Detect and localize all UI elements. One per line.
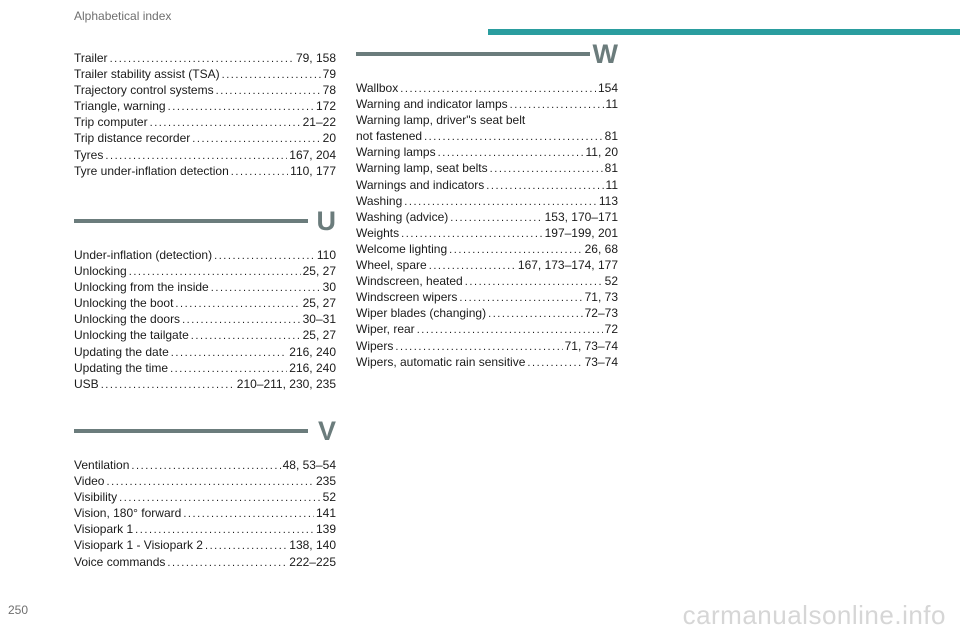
index-entry bbox=[74, 114, 336, 130]
entry-term: Wiper blades (changing) bbox=[356, 306, 487, 321]
entry-pages: 11, 20 bbox=[585, 145, 618, 160]
entry-pages: 141 bbox=[315, 506, 336, 521]
entry-pages: 11 bbox=[605, 97, 618, 112]
section-heading-v bbox=[74, 416, 336, 457]
entry-pages: 81 bbox=[604, 129, 618, 144]
entry-pages: 172 bbox=[315, 99, 336, 114]
entry-pages: 139 bbox=[315, 522, 336, 537]
index-entry bbox=[356, 160, 618, 176]
index-column-left bbox=[74, 50, 336, 179]
entry-term: Trip computer bbox=[74, 115, 148, 130]
index-section-w bbox=[356, 39, 618, 370]
index-entry bbox=[74, 376, 336, 392]
entry-pages: 216, 240 bbox=[289, 360, 336, 375]
index-entry bbox=[356, 209, 618, 225]
index-block-t bbox=[74, 50, 336, 179]
section-letter: U bbox=[316, 206, 336, 236]
entry-term: Weights bbox=[356, 225, 400, 240]
index-entry bbox=[356, 305, 618, 321]
entry-term: Unlocking bbox=[74, 264, 127, 279]
index-entry bbox=[356, 193, 618, 209]
entry-term: Triangle, warning bbox=[74, 99, 166, 114]
index-entry bbox=[74, 82, 336, 98]
entry-term: Warning and indicator lamps bbox=[356, 97, 508, 112]
index-entry bbox=[74, 344, 336, 360]
index-entry bbox=[356, 225, 618, 241]
entry-term: Voice commands bbox=[74, 554, 166, 569]
entry-term: Trip distance recorder bbox=[74, 131, 191, 146]
entry-pages: 20 bbox=[322, 131, 336, 146]
index-entry bbox=[74, 473, 336, 489]
index-entry bbox=[356, 80, 618, 96]
entry-pages: 110 bbox=[316, 248, 336, 262]
index-entry bbox=[356, 257, 618, 273]
index-entry bbox=[74, 98, 336, 114]
entry-term: Trailer stability assist (TSA) bbox=[74, 67, 220, 82]
index-entry bbox=[74, 457, 336, 473]
entry-pages: 81 bbox=[604, 161, 618, 176]
index-entry bbox=[74, 279, 336, 295]
entry-term: Warnings and indicators bbox=[356, 177, 485, 192]
index-entry bbox=[74, 263, 336, 279]
entry-term: Tyres bbox=[74, 147, 104, 162]
entry-pages: 222–225 bbox=[289, 554, 336, 569]
index-entry bbox=[74, 130, 336, 146]
entry-term: Visiopark 1 - Visiopark 2 bbox=[74, 538, 203, 553]
entry-pages: 26, 68 bbox=[584, 241, 618, 256]
entry-pages: 210–211, 230, 235 bbox=[236, 376, 336, 391]
index-entry bbox=[74, 327, 336, 343]
entry-term: Welcome lighting bbox=[356, 241, 448, 256]
entry-pages: 167, 173–174, 177 bbox=[517, 258, 618, 273]
entry-term: Unlocking the doors bbox=[74, 312, 181, 327]
entry-pages: 48, 53–54 bbox=[282, 458, 336, 472]
entry-pages: 216, 240 bbox=[289, 344, 336, 359]
entry-pages: 52 bbox=[604, 274, 618, 289]
entry-pages: 167, 204 bbox=[289, 147, 336, 162]
entry-pages: 113 bbox=[598, 193, 618, 208]
entry-term: Trailer bbox=[74, 51, 108, 65]
entry-pages: 78 bbox=[322, 83, 336, 98]
entry-pages: 73–74 bbox=[584, 354, 618, 369]
entry-pages: 72 bbox=[604, 322, 618, 337]
index-entry bbox=[74, 163, 336, 179]
index-entry bbox=[356, 241, 618, 257]
index-entry bbox=[74, 50, 336, 66]
index-entry bbox=[74, 66, 336, 82]
index-entry bbox=[74, 521, 336, 537]
entry-term: Windscreen wipers bbox=[356, 290, 458, 305]
index-entry bbox=[74, 537, 336, 553]
entry-term: Visibility bbox=[74, 490, 118, 505]
entry-term: Updating the time bbox=[74, 360, 169, 375]
index-entry bbox=[356, 144, 618, 160]
watermark-text: carmanualsonline.info bbox=[682, 600, 946, 630]
index-entry bbox=[356, 177, 618, 193]
entry-term: Vision, 180° forward bbox=[74, 506, 182, 521]
entry-term: Updating the date bbox=[74, 344, 169, 359]
entry-term: Warning lamps bbox=[356, 145, 436, 160]
entry-term: Under-inflation (detection) bbox=[74, 248, 213, 262]
index-section-u bbox=[74, 206, 336, 392]
index-entry bbox=[74, 295, 336, 311]
entry-pages: 153, 170–171 bbox=[544, 209, 618, 224]
entry-pages: 154 bbox=[597, 81, 618, 95]
entry-term: Ventilation bbox=[74, 458, 130, 472]
section-rule bbox=[356, 52, 590, 56]
index-entry bbox=[356, 289, 618, 305]
entry-term: Washing (advice) bbox=[356, 209, 449, 224]
entry-term: USB bbox=[74, 376, 99, 391]
index-entry bbox=[74, 311, 336, 327]
entry-term: Wipers bbox=[356, 338, 394, 353]
entry-term: Unlocking from the inside bbox=[74, 280, 209, 295]
index-entry bbox=[74, 554, 336, 570]
entry-pages: 71, 73–74 bbox=[564, 338, 618, 353]
entry-pages: 71, 73 bbox=[584, 290, 618, 305]
entry-term: Wiper, rear bbox=[356, 322, 415, 337]
section-rule bbox=[74, 219, 308, 223]
index-entry bbox=[356, 128, 618, 144]
entry-pages: 25, 27 bbox=[302, 296, 336, 311]
entry-pages: 30–31 bbox=[302, 312, 336, 327]
section-letter: W bbox=[592, 39, 618, 69]
entry-term: Unlocking the tailgate bbox=[74, 328, 189, 343]
index-entry bbox=[74, 247, 336, 263]
index-section-v bbox=[74, 416, 336, 570]
entry-pages: 52 bbox=[322, 490, 336, 505]
entry-term: Visiopark 1 bbox=[74, 522, 134, 537]
entry-term: Warning lamp, seat belts bbox=[356, 161, 488, 176]
index-entry bbox=[356, 321, 618, 337]
entry-pages: 235 bbox=[315, 474, 336, 489]
entry-pages: 21–22 bbox=[302, 115, 336, 130]
entry-pages: 197–199, 201 bbox=[544, 225, 618, 240]
running-header-title: Alphabetical index bbox=[74, 9, 172, 23]
index-entry bbox=[356, 273, 618, 289]
entry-term: not fastened bbox=[356, 129, 423, 144]
section-rule bbox=[74, 429, 308, 433]
entry-pages: 25, 27 bbox=[302, 264, 336, 279]
section-heading-w bbox=[356, 39, 618, 80]
entry-pages: 79, 158 bbox=[295, 51, 336, 65]
entry-pages: 30 bbox=[322, 280, 336, 295]
section-heading-u bbox=[74, 206, 336, 247]
entry-term: Tyre under-inflation detection bbox=[74, 163, 229, 178]
entry-pages: 79 bbox=[322, 67, 336, 82]
index-entry bbox=[74, 360, 336, 376]
entry-term: Unlocking the boot bbox=[74, 296, 174, 311]
entry-term: Wallbox bbox=[356, 81, 399, 95]
index-entry bbox=[74, 489, 336, 505]
index-entry bbox=[356, 96, 618, 112]
entry-pages: 72–73 bbox=[584, 306, 618, 321]
index-entry bbox=[74, 147, 336, 163]
page-number: 250 bbox=[8, 603, 29, 617]
entry-pages: 110, 177 bbox=[290, 163, 336, 178]
entry-term: Windscreen, heated bbox=[356, 274, 463, 289]
entry-pages: 11 bbox=[605, 177, 618, 192]
index-entry bbox=[356, 338, 618, 354]
entry-pages: 25, 27 bbox=[302, 328, 336, 343]
entry-term: Video bbox=[74, 474, 105, 489]
entry-term: Washing bbox=[356, 193, 403, 208]
section-letter: V bbox=[317, 416, 336, 446]
header-accent-bar bbox=[488, 29, 960, 35]
entry-term: Wheel, spare bbox=[356, 258, 427, 273]
index-entry bbox=[356, 354, 618, 370]
entry-pages: 138, 140 bbox=[289, 538, 336, 553]
index-entry bbox=[74, 505, 336, 521]
index-entry-wrapped-line: Warning lamp, driver"s seat belt bbox=[356, 113, 526, 128]
entry-term: Wipers, automatic rain sensitive bbox=[356, 354, 526, 369]
entry-term: Trajectory control systems bbox=[74, 83, 214, 98]
